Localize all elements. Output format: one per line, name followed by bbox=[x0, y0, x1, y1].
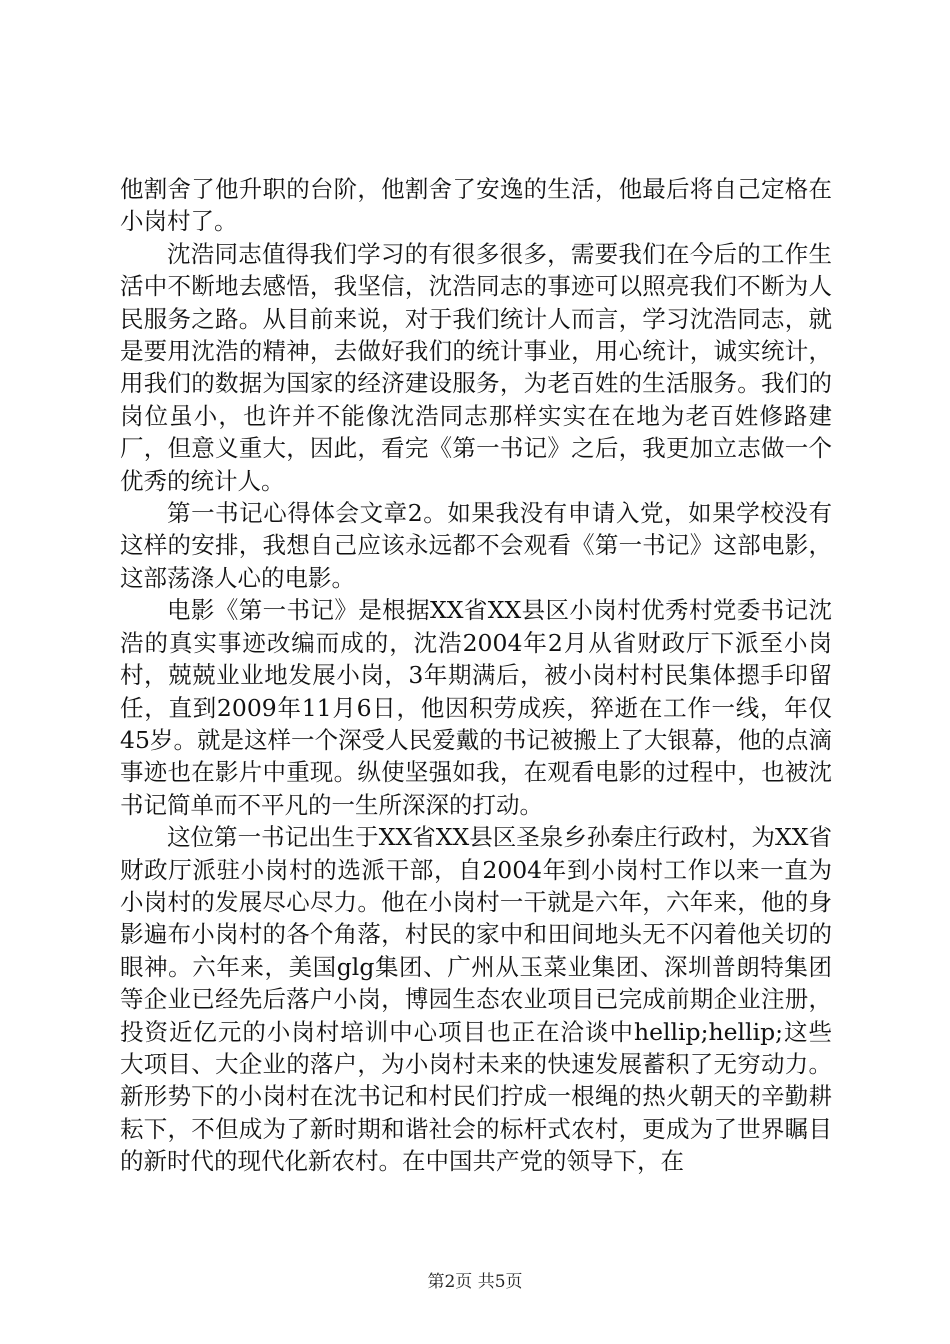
paragraph-1: 他割舍了他升职的台阶，他割舍了安逸的生活，他最后将自己定格在小岗村了。 bbox=[120, 175, 832, 236]
document-body bbox=[120, 173, 832, 1178]
paragraph-5: 这位第一书记出生于XX省XX县区圣泉乡孙秦庄行政村，为XX省财政厅派驻小岗村的选派干部，自2004年到小岗村工作以来一直为小岗村的发展尽心尽力。他在小岗村一干就是六年，六年来，他的身影遍布小岗村的各个角落，村民的家中和田间地头无不闪着他关切的眼神。六年来，美国glg集团、广州从玉菜业集团、深圳普朗特集团等企业已经先后落户小岗，博园生态农业项目已完成前期企业注册，投资近亿元的小岗村培训中心项目也正在洽谈中hellip;hellip;这些大项目、大企业的落户，为小岗村未来的快速发展蓄积了无穷动力。新形势下的小岗村在沈书记和村民们拧成一根绳的热火朝天的辛勤耕耘下，不但成为了新时期和谐社会的标杆式农村，更成为了世界瞩目的新时代的现代化新农村。在中国共产党的领导下，在 bbox=[120, 823, 832, 1176]
paragraph-4: 电影《第一书记》是根据XX省XX县区小岗村优秀村党委书记沈浩的真实事迹改编而成的，沈浩2004年2月从省财政厅下派至小岗村，兢兢业业地发展小岗，3年期满后，被小岗村村民集体摁手印留任，直到2009年11月6日，他因积劳成疾，猝逝在工作一线，年仅45岁。就是这样一个深受人民爱戴的书记被搬上了大银幕，他的点滴事迹也在影片中重现。纵使坚强如我，在观看电影的过程中，也被沈书记简单而不平凡的一生所深深的打动。 bbox=[120, 596, 832, 819]
paragraph-3: 第一书记心得体会文章2。如果我没有申请入党，如果学校没有这样的安排，我想自己应该永远都不会观看《第一书记》这部电影，这部荡涤人心的电影。 bbox=[120, 499, 832, 592]
page-footer: 第2页 共5页 bbox=[427, 1272, 523, 1292]
paragraph-2: 沈浩同志值得我们学习的有很多很多，需要我们在今后的工作生活中不断地去感悟，我坚信，沈浩同志的事迹可以照亮我们不断为人民服务之路。从目前来说，对于我们统计人而言，学习沈浩同志，就是要用沈浩的精神，去做好我们的统计事业，用心统计，诚实统计，用我们的数据为国家的经济建设服务，为老百姓的生活服务。我们的岗位虽小，也许并不能像沈浩同志那样实实在在地为老百姓修路建厂，但意义重大，因此，看完《第一书记》之后，我更加立志做一个优秀的统计人。 bbox=[120, 239, 832, 495]
